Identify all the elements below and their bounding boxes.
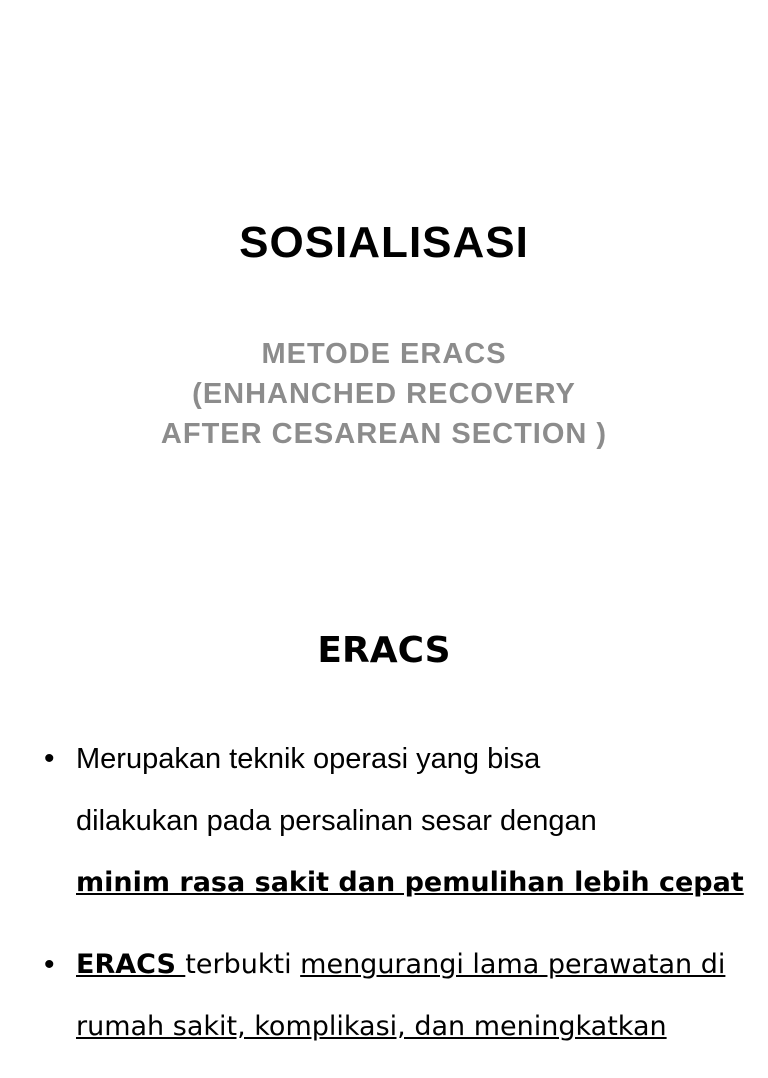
bullet-text-line xyxy=(76,934,744,996)
subtitle-line: (ENHANCHED RECOVERY xyxy=(192,378,576,410)
slide-subtitle xyxy=(0,334,768,454)
bullet-item xyxy=(44,934,744,1058)
content-slide xyxy=(0,576,768,1042)
subtitle-line: AFTER CESAREAN SECTION ) xyxy=(160,418,608,450)
bullet-icon: • xyxy=(44,948,55,981)
bullet-icon: • xyxy=(44,742,55,775)
slide-heading: ERACS xyxy=(317,630,451,671)
bullet-emphasis-line: minim rasa sakit dan pemulihan lebih cepat xyxy=(76,867,744,898)
bullet-text-line: dilakukan pada persalinan sesar dengan xyxy=(76,805,597,837)
bullet-text-line: rumah sakit, komplikasi, dan meningkatkan xyxy=(76,1011,667,1042)
bullet-item xyxy=(44,728,744,914)
slide-title: SOSIALISASI xyxy=(239,218,529,267)
bullet-plain-text: terbukti xyxy=(185,949,301,980)
bullet-term: ERACS xyxy=(76,949,186,980)
subtitle-line: METODE ERACS xyxy=(261,338,507,370)
bullet-underlined-text: mengurangi lama perawatan di xyxy=(300,949,726,980)
bullet-text-line: Merupakan teknik operasi yang bisa xyxy=(76,743,541,775)
bullet-list xyxy=(44,728,744,1078)
